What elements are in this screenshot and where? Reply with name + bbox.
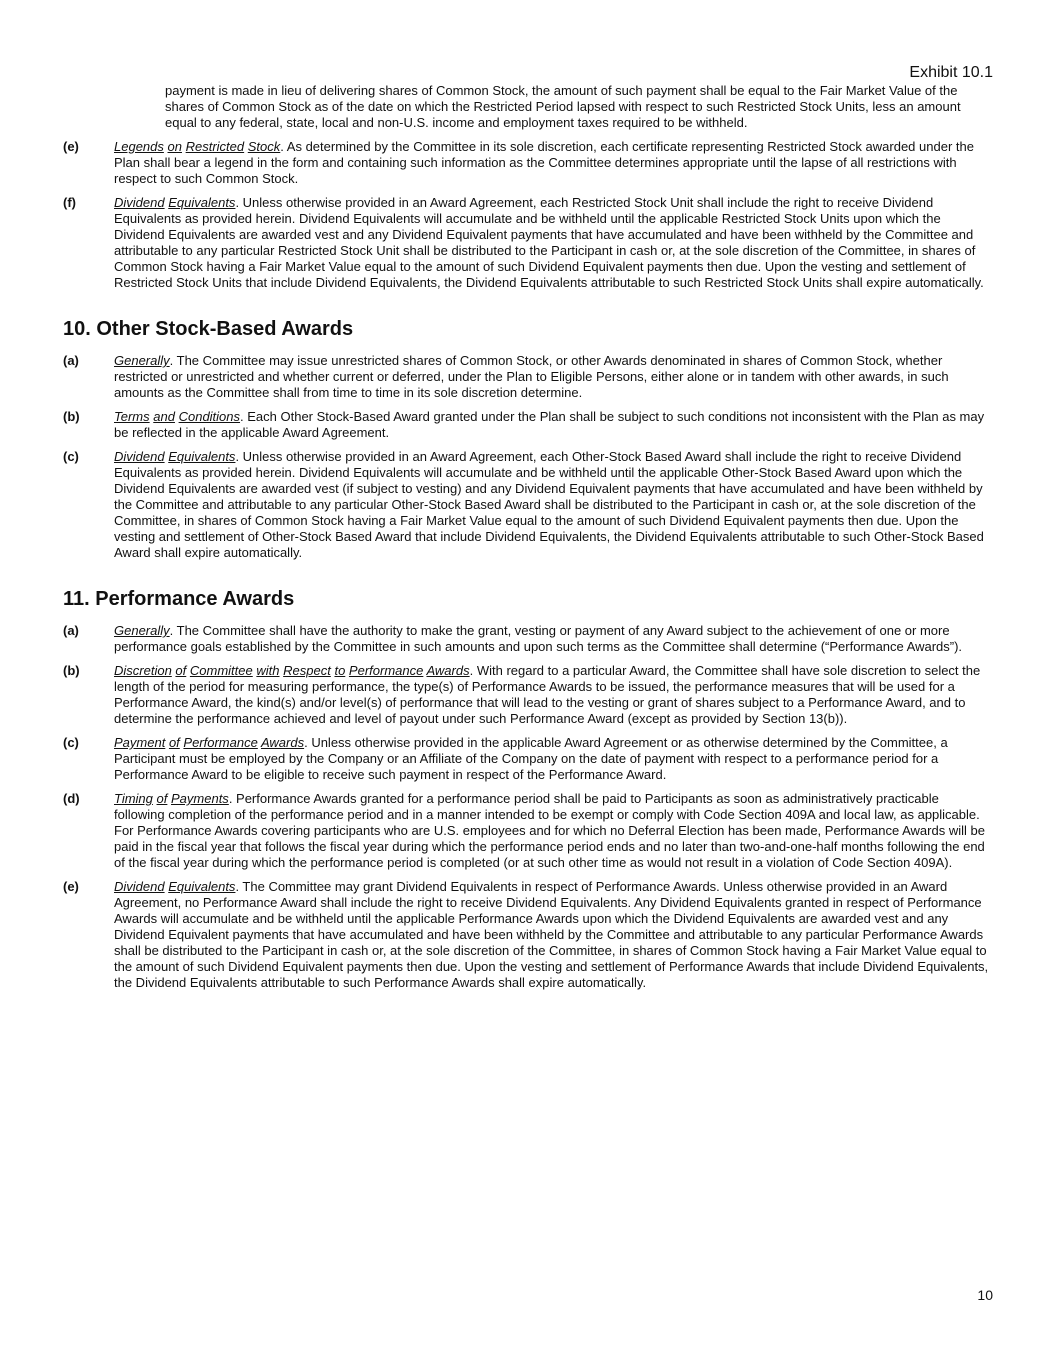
clause-title-word: Performance bbox=[183, 735, 258, 750]
clause-text bbox=[114, 449, 993, 561]
clause-body: . As determined by the Committee in its sole discretion, each certificate representing Restricted Stock awarded under the Plan shall bear a legend in the form and containing such information as the Committee determines appropriate until the lapse of all restrictions with respect to such Common Stock. bbox=[114, 139, 974, 186]
clause-body: . The Committee may issue unrestricted shares of Common Stock, or other Awards denominated in shares of Common Stock, whether restricted or unrestricted and whether current or deferred, under the Plan to Eligible Persons, either alone or in tandem with other awards, in such amounts as the Committee shall from time to time in its sole discretion determine. bbox=[114, 353, 949, 400]
clause-title-word: Payments bbox=[171, 791, 229, 806]
section-10-items bbox=[63, 353, 993, 561]
clause-title-word: Dividend bbox=[114, 195, 165, 210]
clause-text bbox=[114, 195, 993, 291]
clause-label: (b) bbox=[63, 663, 80, 678]
clause-item bbox=[63, 663, 993, 727]
clause-body: . Unless otherwise provided in the applicable Award Agreement or as otherwise determined by the Committee, a Participant must be employed by the Company or an Affiliate of the Company on the date of payment with respect to a performance period for a Performance Award to be eligible to receive such payment in respect of the Performance Award. bbox=[114, 735, 948, 782]
clause-item bbox=[63, 879, 993, 991]
clause-title-word: with bbox=[256, 663, 280, 678]
continuation-paragraph: payment is made in lieu of delivering shares of Common Stock, the amount of such payment shall be equal to the Fair Market Value of the shares of Common Stock as of the date on which the Restricted Period lapsed with respect to such Restricted Stock Units, less an amount equal to any federal, state, local and non-U.S. income and employment taxes required to be withheld. bbox=[165, 83, 961, 130]
clause-label: (a) bbox=[63, 353, 79, 368]
exhibit-label: Exhibit 10.1 bbox=[909, 64, 993, 81]
clause-title-word: Generally bbox=[114, 353, 170, 368]
clause-title-word: and bbox=[153, 409, 175, 424]
clause-title-word: Committee bbox=[189, 663, 253, 678]
clause-title-word: Equivalents bbox=[168, 195, 236, 210]
clause-title-word: to bbox=[334, 663, 346, 678]
clause-label: (c) bbox=[63, 449, 79, 464]
clause-item bbox=[63, 791, 993, 871]
clause-title bbox=[114, 879, 235, 894]
clause-body: . Performance Awards granted for a performance period shall be paid to Participants as soon as administratively practicable following completion of the performance period and in a manner intended to be exempt or comply with Code Section 409A and local law, as applicable. For Performance Awards covering participants who are U.S. employees and for which no Deferral Election has been made, Performance Awards will be paid in the fiscal year that follows the fiscal year during which the performance period ends and no later than two-and-one-half months following the end of the fiscal year during which the performance period is completed (or at such other time as would not result in a violation of Code Section 409A). bbox=[114, 791, 985, 870]
clause-body: . The Committee shall have the authority to make the grant, vesting or payment of any Award subject to the achievement of one or more performance goals established by the Committee in such amounts and upon such terms as the Committee shall determine (“Performance Awards”). bbox=[114, 623, 963, 654]
clause-body: . Unless otherwise provided in an Award Agreement, each Other-Stock Based Award shall include the right to receive Dividend Equivalents as provided herein. Dividend Equivalents will accumulate and be withheld until the applicable Other-Stock Based Award upon which the Dividend Equivalents are awarded vest (if subject to vesting) and any Dividend Equivalent payments that have accumulated and have been withheld by the Committee and attributable to any particular Other-Stock Based Award shall be distributed to the Participant in cash or, at the sole discretion of the Committee, in shares of Common Stock having a Fair Market Value equal to the amount of such Dividend Equivalent payments then due. Upon the vesting and settlement of Other-Stock Based Award that include Dividend Equivalents, the Dividend Equivalents attributable to such Other-Stock Based Award shall expire automatically. bbox=[114, 449, 984, 560]
clause-label: (e) bbox=[63, 139, 79, 154]
clause-text bbox=[114, 139, 993, 187]
clause-body: . The Committee may grant Dividend Equivalents in respect of Performance Awards. Unless otherwise provided in an Award Agreement, no Performance Award shall include the right to receive Dividend Equivalents. Any Dividend Equivalents granted in respect of Performance Awards will accumulate and be withheld until the applicable Performance Awards upon which the Dividend Equivalents are awarded vest and any Dividend Equivalent payments that have accumulated and have been withheld by the Committee and attributable to any particular Performance Awards shall be distributed to the Participant in cash or, at the sole discretion of the Committee, in shares of Common Stock having a Fair Market Value equal to the amount of such Dividend Equivalent payments then due. Upon the vesting and settlement of Performance Awards that include Dividend Equivalents, the Dividend Equivalents attributable to such Performance Awards shall expire automatically. bbox=[114, 879, 989, 990]
clause-title-word: of bbox=[175, 663, 187, 678]
clause-item bbox=[63, 623, 993, 655]
clause-label: (c) bbox=[63, 735, 79, 750]
clause-title bbox=[114, 735, 304, 750]
clause-label: (a) bbox=[63, 623, 79, 638]
section-11-items bbox=[63, 623, 993, 991]
clause-title-word: Restricted bbox=[185, 139, 245, 154]
clause-text bbox=[114, 663, 993, 727]
clause-title bbox=[114, 791, 229, 806]
clause-text bbox=[114, 879, 993, 991]
clause-body: . Unless otherwise provided in an Award Agreement, each Restricted Stock Unit shall include the right to receive Dividend Equivalents as provided herein. Dividend Equivalents will accumulate and be withheld until the applicable Restricted Stock Units upon which the Dividend Equivalents are awarded vest and any Dividend Equivalent payments that have accumulated and have been withheld by the Committee and attributable to any particular Restricted Stock Unit shall be distributed to the Participant in cash or, at the sole discretion of the Committee, in shares of Common Stock having a Fair Market Value equal to the amount of such Dividend Equivalent payments then due. Upon the vesting and settlement of Restricted Stock Units that include Dividend Equivalents, the Dividend Equivalents attributable to such Restricted Stock Units shall expire automatically. bbox=[114, 195, 984, 290]
clause-label: (d) bbox=[63, 791, 80, 806]
page-number: 10 bbox=[977, 1287, 993, 1303]
clause-title bbox=[114, 623, 170, 638]
document-body bbox=[63, 83, 993, 999]
clause-title-word: Terms bbox=[114, 409, 150, 424]
clause-title-word: Legends bbox=[114, 139, 164, 154]
clause-text bbox=[114, 791, 993, 871]
clause-item bbox=[63, 195, 993, 291]
section-heading-10: 10. Other Stock-Based Awards bbox=[63, 318, 354, 340]
clause-item bbox=[63, 735, 993, 783]
clause-item bbox=[63, 139, 993, 187]
clause-title bbox=[114, 195, 235, 210]
clause-title bbox=[114, 139, 280, 154]
clause-title-word: of bbox=[156, 791, 168, 806]
clause-item bbox=[63, 353, 993, 401]
clause-text bbox=[114, 735, 993, 783]
section-9-items bbox=[63, 139, 993, 291]
clause-title-word: of bbox=[168, 735, 180, 750]
clause-body: . With regard to a particular Award, the Committee shall have sole discretion to select the length of the period for measuring performance, the type(s) of Performance Awards to be issued, the performance measures that will be used for a Performance Award, the kind(s) and/or level(s) of performance that will lead to the vesting or grant of shares subject to a Performance Award, and to determine the performance achieved and level of payout under such Performance Award (except as provided by Section 13(b)). bbox=[114, 663, 981, 726]
clause-title bbox=[114, 449, 235, 464]
clause-title-word: Respect bbox=[283, 663, 331, 678]
clause-title bbox=[114, 409, 240, 424]
clause-title-word: Generally bbox=[114, 623, 170, 638]
clause-title-word: Dividend bbox=[114, 449, 165, 464]
clause-label: (e) bbox=[63, 879, 79, 894]
clause-title-word: Awards bbox=[260, 735, 305, 750]
clause-title-word: Stock bbox=[247, 139, 281, 154]
clause-title-word: Timing bbox=[114, 791, 153, 806]
clause-title-word: Dividend bbox=[114, 879, 165, 894]
section-heading-11: 11. Performance Awards bbox=[63, 588, 295, 610]
clause-title-word: Conditions bbox=[178, 409, 241, 424]
clause-item bbox=[63, 449, 993, 561]
clause-title bbox=[114, 663, 470, 678]
clause-title-word: Performance bbox=[348, 663, 424, 678]
clause-item bbox=[63, 409, 993, 441]
clause-label: (f) bbox=[63, 195, 76, 210]
clause-body: . Each Other Stock-Based Award granted under the Plan shall be subject to such conditions not inconsistent with the Plan as may be reflected in the applicable Award Agreement. bbox=[114, 409, 985, 440]
clause-text bbox=[114, 623, 993, 655]
clause-title-word: Equivalents bbox=[168, 879, 236, 894]
clause-title-word: on bbox=[167, 139, 182, 154]
clause-label: (b) bbox=[63, 409, 80, 424]
clause-title-word: Discretion bbox=[114, 663, 172, 678]
clause-title-word: Payment bbox=[114, 735, 166, 750]
clause-title bbox=[114, 353, 170, 368]
clause-title-word: Equivalents bbox=[168, 449, 236, 464]
clause-text bbox=[114, 353, 993, 401]
clause-title-word: Awards bbox=[426, 663, 470, 678]
clause-text bbox=[114, 409, 993, 441]
